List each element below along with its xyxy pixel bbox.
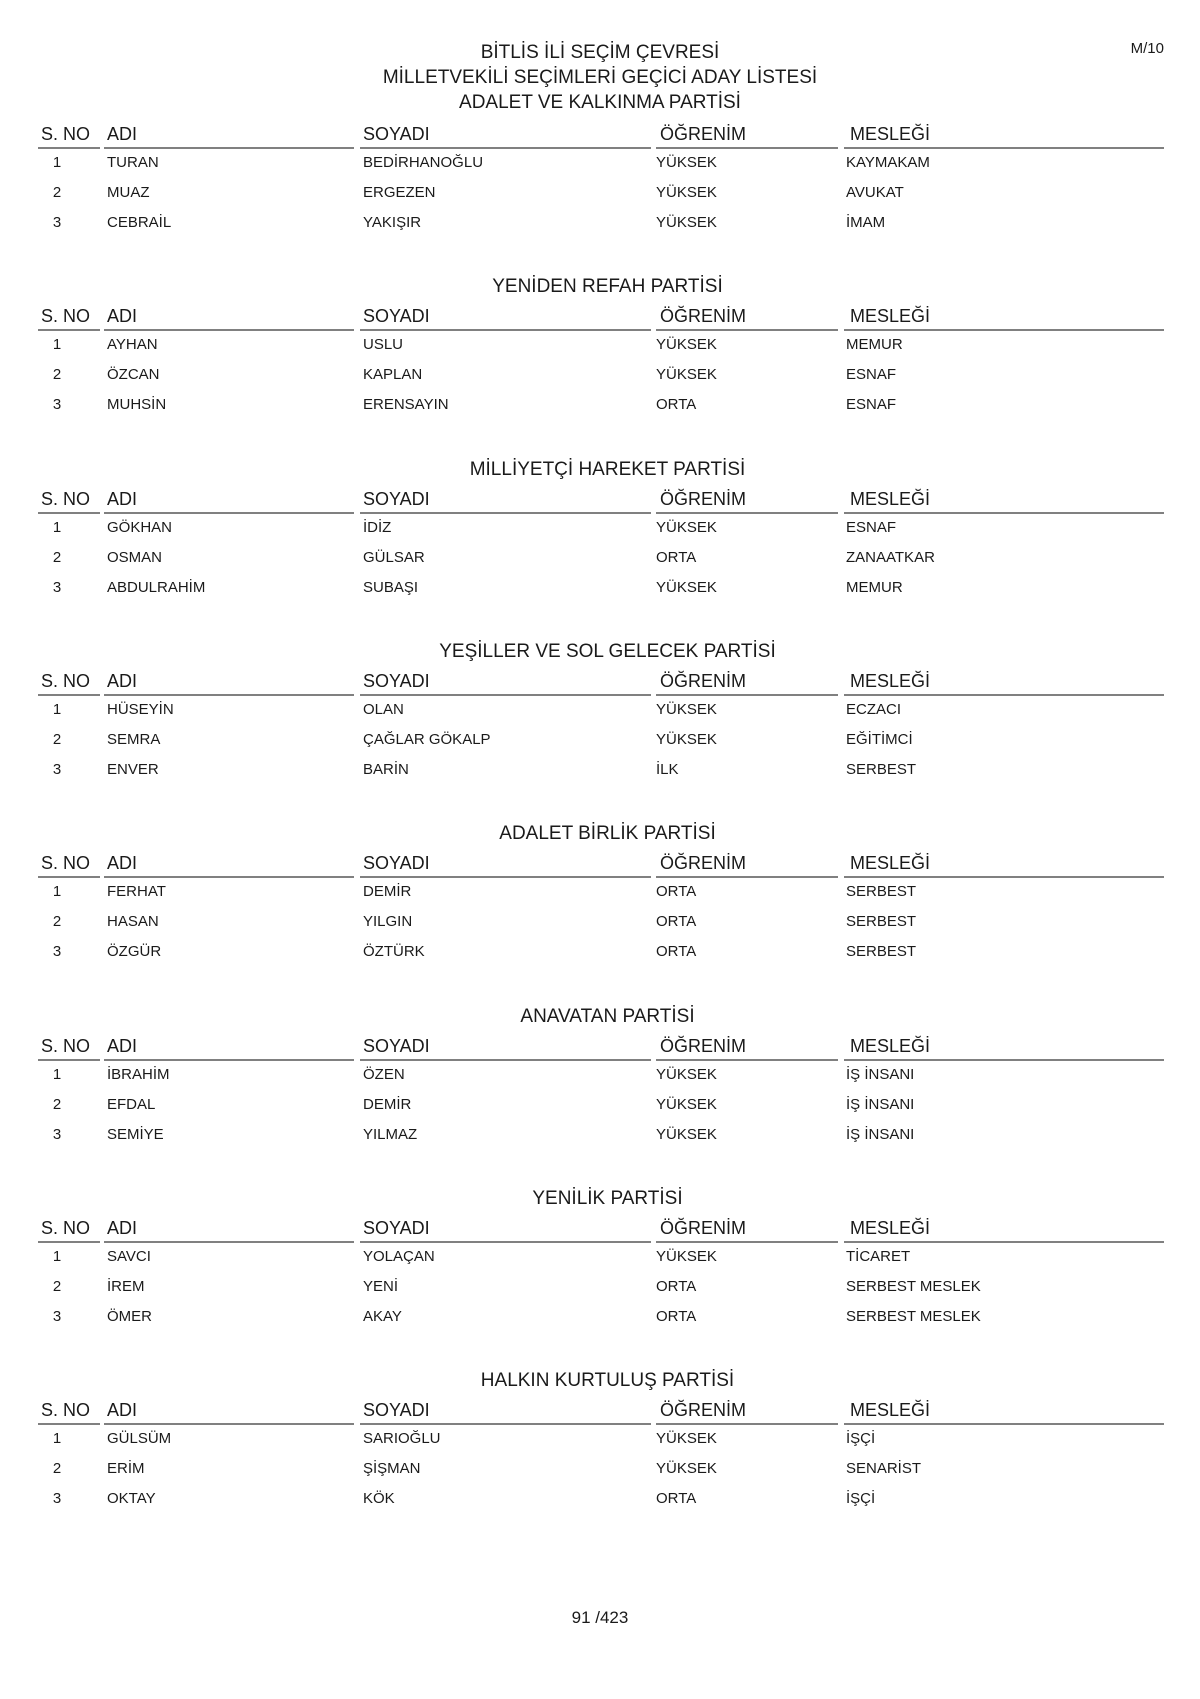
cell-meslek: ESNAF — [846, 366, 897, 384]
cell-adi: ERİM — [107, 1460, 145, 1478]
table-header — [0, 669, 1200, 695]
cell-meslek: İŞ İNSANI — [846, 1095, 915, 1113]
column-header-meslek: MESLEĞİ — [850, 1035, 931, 1056]
cell-meslek: SERBEST — [846, 913, 917, 931]
header-underline — [104, 1241, 354, 1243]
header-underline — [656, 694, 838, 696]
table-row — [0, 1246, 1200, 1268]
header-underline — [38, 512, 100, 514]
column-header-meslek: MESLEĞİ — [850, 853, 931, 874]
cell-meslek: TİCARET — [846, 1247, 911, 1265]
header-underline — [104, 329, 354, 331]
cell-soyadi: KÖK — [363, 1490, 395, 1508]
table-row — [0, 212, 1200, 234]
cell-soyadi: YOLAÇAN — [363, 1247, 435, 1265]
cell-adi: OSMAN — [107, 548, 163, 566]
column-header-no: S. NO — [41, 1400, 91, 1421]
cell-adi: HÜSEYİN — [107, 700, 174, 718]
party-name: YEŞİLLER VE SOL GELECEK PARTİSİ — [439, 640, 776, 662]
table-header — [0, 851, 1200, 877]
column-header-meslek: MESLEĞİ — [850, 488, 931, 509]
header-underline — [656, 1059, 838, 1061]
column-header-ogrenim: ÖĞRENİM — [660, 124, 747, 144]
cell-soyadi: BARİN — [363, 760, 409, 778]
cell-no: 1 — [52, 336, 62, 354]
cell-soyadi: DEMİR — [363, 1095, 412, 1113]
cell-no: 1 — [52, 700, 62, 718]
title-line-first-party: ADALET VE KALKINMA PARTİSİ — [459, 92, 741, 113]
header-underline — [844, 512, 1164, 514]
table-header — [0, 487, 1200, 513]
header-underline — [844, 1241, 1164, 1243]
cell-ogrenim: YÜKSEK — [656, 1095, 717, 1113]
column-header-no: S. NO — [41, 1035, 91, 1056]
cell-ogrenim: YÜKSEK — [656, 1125, 717, 1143]
cell-ogrenim: YÜKSEK — [656, 578, 717, 596]
cell-adi: SEMRA — [107, 730, 161, 748]
cell-meslek: İŞÇİ — [846, 1430, 876, 1448]
header-underline — [656, 1423, 838, 1425]
table-row — [0, 941, 1200, 963]
cell-soyadi: ÇAĞLAR GÖKALP — [363, 730, 491, 748]
header-underline — [38, 147, 100, 149]
header-underline — [844, 147, 1164, 149]
cell-no: 3 — [52, 943, 62, 961]
cell-soyadi: USLU — [363, 336, 404, 354]
header-underline — [104, 512, 354, 514]
cell-soyadi: OLAN — [363, 700, 404, 718]
column-header-ogrenim: ÖĞRENİM — [660, 1035, 747, 1056]
cell-adi: EFDAL — [107, 1095, 156, 1113]
table-row — [0, 911, 1200, 933]
cell-no: 2 — [52, 366, 62, 384]
header-underline — [104, 1423, 354, 1425]
title-line-list-name: MİLLETVEKİLİ SEÇİMLERİ GEÇİCİ ADAY LİSTESİ — [382, 67, 818, 88]
cell-adi: FERHAT — [107, 883, 166, 901]
cell-meslek: ESNAF — [846, 396, 897, 414]
cell-meslek: ZANAATKAR — [846, 548, 935, 566]
cell-adi: MUAZ — [107, 184, 150, 201]
header-underline — [656, 1241, 838, 1243]
cell-adi: ÖMER — [107, 1307, 152, 1325]
cell-adi: CEBRAİL — [107, 214, 172, 231]
column-header-adi: ADI — [107, 853, 138, 874]
cell-no: 1 — [52, 154, 62, 171]
header-underline — [360, 329, 651, 331]
column-header-no: S. NO — [41, 1217, 91, 1238]
cell-no: 2 — [52, 1460, 62, 1478]
header-underline — [360, 694, 651, 696]
header-underline — [38, 1059, 100, 1061]
cell-adi: SAVCI — [107, 1247, 151, 1265]
cell-soyadi: GÜLSAR — [363, 548, 425, 566]
column-header-meslek: MESLEĞİ — [850, 1217, 931, 1238]
cell-meslek: İŞ İNSANI — [846, 1125, 915, 1143]
cell-meslek: İMAM — [846, 214, 886, 231]
party-section — [0, 639, 1200, 822]
cell-ogrenim: YÜKSEK — [656, 336, 717, 354]
party-name: HALKIN KURTULUŞ PARTİSİ — [480, 1370, 735, 1392]
column-header-ogrenim: ÖĞRENİM — [660, 488, 747, 509]
column-header-no: S. NO — [41, 488, 91, 509]
cell-meslek: EĞİTİMCİ — [846, 730, 913, 748]
table-header — [0, 1398, 1200, 1424]
column-header-soyadi: SOYADI — [363, 853, 430, 874]
column-header-no: S. NO — [41, 306, 91, 327]
column-header-soyadi: SOYADI — [363, 124, 430, 144]
cell-no: 3 — [52, 760, 62, 778]
cell-soyadi: ÖZEN — [363, 1065, 405, 1083]
cell-adi: ABDULRAHİM — [107, 578, 206, 596]
cell-soyadi: YAKIŞIR — [363, 214, 422, 231]
cell-no: 3 — [52, 1125, 62, 1143]
party-section — [0, 92, 1200, 275]
cell-adi: İREM — [107, 1277, 145, 1295]
cell-meslek: SERBEST MESLEK — [846, 1307, 981, 1325]
cell-ogrenim: ORTA — [656, 396, 697, 414]
table-row — [0, 1094, 1200, 1116]
column-header-no: S. NO — [41, 853, 91, 874]
table-row — [0, 1488, 1200, 1510]
cell-meslek: ECZACI — [846, 700, 902, 718]
column-header-adi: ADI — [107, 488, 138, 509]
cell-ogrenim: ORTA — [656, 943, 697, 961]
table-row — [0, 394, 1200, 416]
table-row — [0, 364, 1200, 386]
header-underline — [104, 876, 354, 878]
column-header-soyadi: SOYADI — [363, 1400, 430, 1421]
table-row — [0, 1428, 1200, 1450]
title-line-province: BİTLİS İLİ SEÇİM ÇEVRESİ — [480, 42, 720, 63]
cell-soyadi: AKAY — [363, 1307, 402, 1325]
cell-ogrenim: YÜKSEK — [656, 1065, 717, 1083]
cell-soyadi: ŞİŞMAN — [363, 1460, 421, 1478]
header-underline — [104, 147, 354, 149]
cell-soyadi: YENİ — [363, 1277, 399, 1295]
party-section — [0, 457, 1200, 640]
header-underline — [844, 1059, 1164, 1061]
column-header-adi: ADI — [107, 1400, 138, 1421]
header-underline — [38, 876, 100, 878]
table-header — [0, 1034, 1200, 1060]
table-row — [0, 1124, 1200, 1146]
table-header — [0, 1216, 1200, 1242]
cell-meslek: KAYMAKAM — [846, 154, 930, 171]
header-underline — [844, 329, 1164, 331]
column-header-adi: ADI — [107, 670, 138, 691]
cell-soyadi: ERENSAYIN — [363, 396, 449, 414]
cell-no: 2 — [52, 1277, 62, 1295]
cell-ogrenim: ORTA — [656, 1490, 697, 1508]
party-section — [0, 821, 1200, 1004]
party-name: YENİLİK PARTİSİ — [532, 1187, 683, 1209]
party-section — [0, 1368, 1200, 1551]
column-header-soyadi: SOYADI — [363, 670, 430, 691]
cell-ogrenim: YÜKSEK — [656, 214, 717, 231]
page-code: M/10 — [1130, 40, 1164, 57]
column-header-ogrenim: ÖĞRENİM — [660, 1400, 747, 1421]
table-row — [0, 1276, 1200, 1298]
column-header-ogrenim: ÖĞRENİM — [660, 670, 747, 691]
column-header-adi: ADI — [107, 1217, 138, 1238]
table-row — [0, 547, 1200, 569]
cell-adi: OKTAY — [107, 1490, 156, 1508]
party-section — [0, 1186, 1200, 1369]
cell-no: 1 — [52, 518, 62, 536]
cell-meslek: MEMUR — [846, 578, 903, 596]
cell-adi: SEMİYE — [107, 1125, 164, 1143]
cell-adi: İBRAHİM — [107, 1065, 170, 1083]
cell-soyadi: SARIOĞLU — [363, 1430, 441, 1448]
cell-no: 2 — [52, 730, 62, 748]
cell-no: 2 — [52, 184, 62, 201]
cell-meslek: SERBEST — [846, 943, 917, 961]
cell-ogrenim: YÜKSEK — [656, 1430, 717, 1448]
cell-adi: GÖKHAN — [107, 518, 173, 536]
cell-no: 1 — [52, 1430, 62, 1448]
party-name: ANAVATAN PARTİSİ — [520, 1005, 695, 1027]
cell-ogrenim: YÜKSEK — [656, 1247, 717, 1265]
table-row — [0, 881, 1200, 903]
cell-soyadi: SUBAŞI — [363, 578, 419, 596]
cell-soyadi: BEDİRHANOĞLU — [363, 154, 484, 171]
header-underline — [360, 1059, 651, 1061]
table-row — [0, 699, 1200, 721]
header-underline — [38, 329, 100, 331]
column-header-meslek: MESLEĞİ — [850, 306, 931, 327]
table-row — [0, 759, 1200, 781]
cell-ogrenim: ORTA — [656, 1277, 697, 1295]
cell-ogrenim: ORTA — [656, 883, 697, 901]
cell-soyadi: DEMİR — [363, 883, 412, 901]
cell-ogrenim: YÜKSEK — [656, 518, 717, 536]
cell-meslek: MEMUR — [846, 336, 903, 354]
cell-meslek: SERBEST — [846, 883, 917, 901]
cell-adi: AYHAN — [107, 336, 158, 354]
column-header-no: S. NO — [41, 670, 91, 691]
cell-adi: GÜLSÜM — [107, 1430, 172, 1448]
cell-no: 2 — [52, 548, 62, 566]
header-underline — [104, 694, 354, 696]
cell-no: 3 — [52, 1307, 62, 1325]
cell-meslek: AVUKAT — [846, 184, 904, 201]
cell-ogrenim: ORTA — [656, 548, 697, 566]
column-header-soyadi: SOYADI — [363, 488, 430, 509]
party-name: MİLLİYETÇİ HAREKET PARTİSİ — [469, 458, 746, 480]
cell-adi: HASAN — [107, 913, 159, 931]
table-row — [0, 182, 1200, 204]
column-header-meslek: MESLEĞİ — [850, 1400, 931, 1421]
header-underline — [656, 512, 838, 514]
header-underline — [38, 1241, 100, 1243]
cell-no: 1 — [52, 1065, 62, 1083]
table-header — [0, 122, 1200, 148]
cell-meslek: ESNAF — [846, 518, 897, 536]
column-header-ogrenim: ÖĞRENİM — [660, 853, 747, 874]
column-header-meslek: MESLEĞİ — [850, 670, 931, 691]
cell-meslek: SERBEST MESLEK — [846, 1277, 981, 1295]
cell-no: 1 — [52, 883, 62, 901]
column-header-soyadi: SOYADI — [363, 306, 430, 327]
cell-no: 1 — [52, 1247, 62, 1265]
page-number: 91 /423 — [571, 1608, 629, 1627]
cell-meslek: SENARİST — [846, 1460, 922, 1478]
cell-no: 2 — [52, 1095, 62, 1113]
column-header-soyadi: SOYADI — [363, 1035, 430, 1056]
column-header-ogrenim: ÖĞRENİM — [660, 306, 747, 327]
header-underline — [360, 1241, 651, 1243]
column-header-no: S. NO — [41, 124, 91, 144]
cell-soyadi: İDİZ — [363, 518, 392, 536]
cell-meslek: İŞÇİ — [846, 1490, 876, 1508]
cell-soyadi: YILGIN — [363, 913, 413, 931]
cell-adi: MUHSİN — [107, 396, 167, 414]
cell-ogrenim: ORTA — [656, 1307, 697, 1325]
header-underline — [104, 1059, 354, 1061]
cell-adi: TURAN — [107, 154, 159, 171]
header-underline — [656, 329, 838, 331]
header-underline — [844, 694, 1164, 696]
cell-soyadi: ÖZTÜRK — [363, 943, 425, 961]
header-underline — [360, 512, 651, 514]
table-row — [0, 1064, 1200, 1086]
cell-meslek: İŞ İNSANI — [846, 1065, 915, 1083]
table-row — [0, 729, 1200, 751]
header-underline — [844, 876, 1164, 878]
table-row — [0, 577, 1200, 599]
party-name: YENİDEN REFAH PARTİSİ — [492, 276, 723, 298]
cell-adi: ÖZGÜR — [107, 943, 162, 961]
cell-ogrenim: ORTA — [656, 913, 697, 931]
header-underline — [656, 147, 838, 149]
cell-ogrenim: YÜKSEK — [656, 1460, 717, 1478]
cell-ogrenim: YÜKSEK — [656, 730, 717, 748]
table-row — [0, 517, 1200, 539]
header-underline — [360, 147, 651, 149]
header-underline — [38, 694, 100, 696]
table-row — [0, 1306, 1200, 1328]
party-name: ADALET BİRLİK PARTİSİ — [499, 823, 716, 845]
cell-no: 3 — [52, 396, 62, 414]
table-header — [0, 304, 1200, 330]
cell-no: 3 — [52, 578, 62, 596]
cell-ogrenim: YÜKSEK — [656, 184, 717, 201]
cell-soyadi: ERGEZEN — [363, 184, 436, 201]
cell-soyadi: KAPLAN — [363, 366, 423, 384]
header-underline — [844, 1423, 1164, 1425]
cell-ogrenim: YÜKSEK — [656, 700, 717, 718]
cell-no: 2 — [52, 913, 62, 931]
column-header-adi: ADI — [107, 1035, 138, 1056]
column-header-adi: ADI — [107, 306, 138, 327]
column-header-meslek: MESLEĞİ — [850, 124, 931, 144]
cell-soyadi: YILMAZ — [363, 1125, 418, 1143]
table-row — [0, 334, 1200, 356]
cell-meslek: SERBEST — [846, 760, 917, 778]
party-section — [0, 274, 1200, 457]
table-row — [0, 152, 1200, 174]
cell-adi: ÖZCAN — [107, 366, 160, 384]
cell-adi: ENVER — [107, 760, 159, 778]
cell-no: 3 — [52, 214, 62, 231]
column-header-adi: ADI — [107, 124, 138, 144]
party-section — [0, 1004, 1200, 1187]
cell-ogrenim: İLK — [656, 760, 679, 778]
header-underline — [360, 1423, 651, 1425]
cell-ogrenim: YÜKSEK — [656, 154, 717, 171]
cell-no: 3 — [52, 1490, 62, 1508]
column-header-soyadi: SOYADI — [363, 1217, 430, 1238]
header-underline — [360, 876, 651, 878]
header-underline — [656, 876, 838, 878]
header-underline — [38, 1423, 100, 1425]
table-row — [0, 1458, 1200, 1480]
cell-ogrenim: YÜKSEK — [656, 366, 717, 384]
column-header-ogrenim: ÖĞRENİM — [660, 1217, 747, 1238]
